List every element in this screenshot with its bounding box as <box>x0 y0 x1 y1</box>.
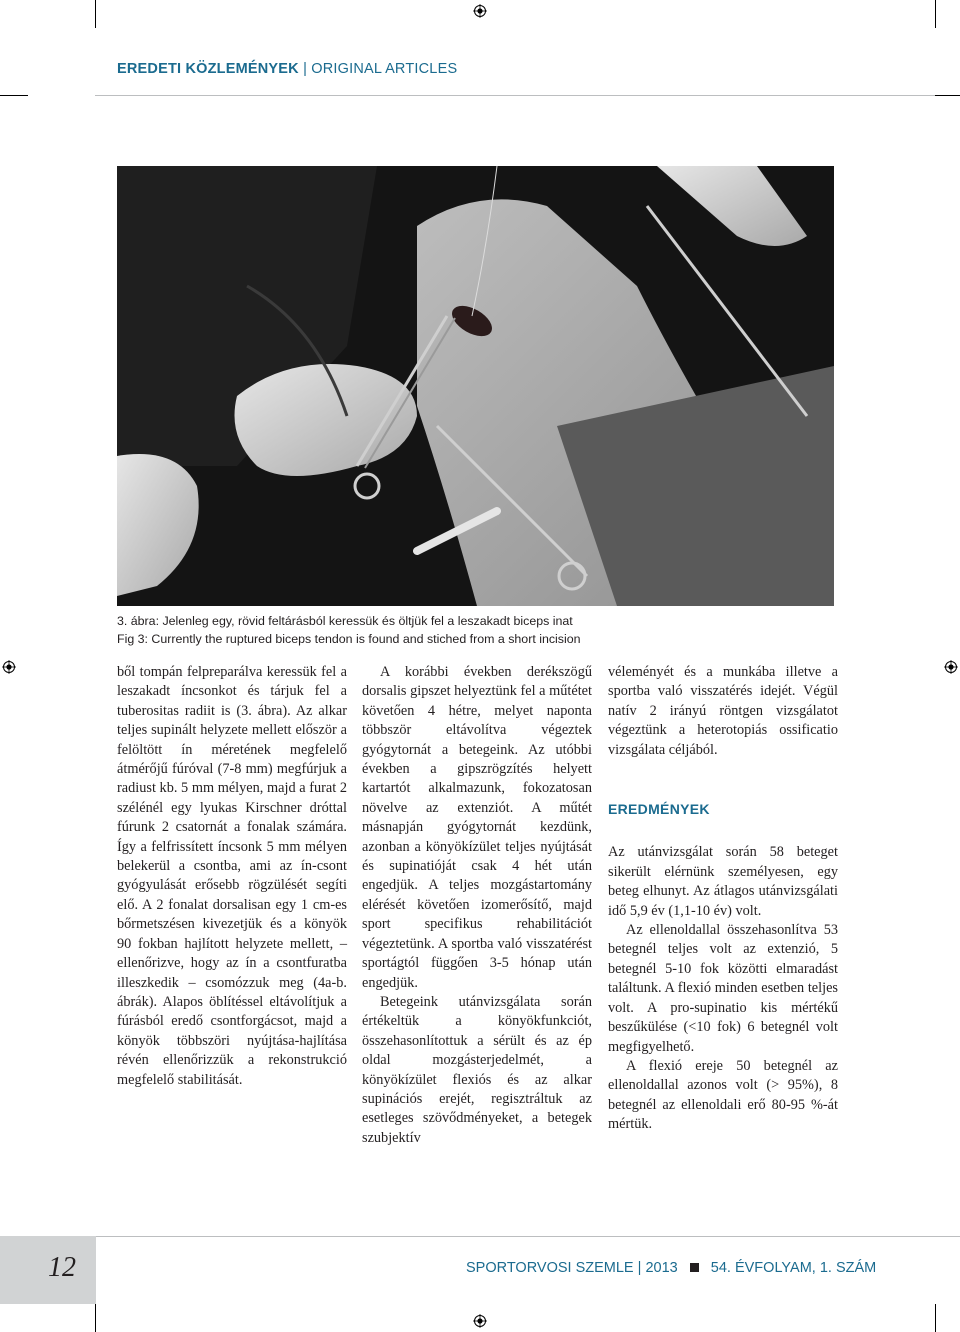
paragraph: A flexió ereje 50 betegnél az ellenoldallal azonos volt (> 95%), 8 betegnél az ellenoldali erő 80-95 %-át mértük. <box>608 1057 838 1133</box>
registration-mark-icon <box>944 660 958 674</box>
journal-volume: 54. ÉVFOLYAM, 1. SZÁM <box>710 1260 877 1276</box>
header-rule <box>95 95 935 96</box>
paragraph: Az utánvizsgálat során 58 beteget sikerült elérnünk személyesen, egy beteg elhunyt. Az átlagos utánvizsgálati idő 5,9 év (1,1-10 év) volt. <box>608 844 838 919</box>
registration-mark-icon <box>2 660 16 674</box>
crop-mark <box>935 1304 936 1332</box>
journal-name: SPORTORVOSI SZEMLE <box>466 1260 634 1276</box>
journal-year: 2013 <box>645 1260 678 1276</box>
paragraph: véleményét és a munkába illetve a sportba való visszatérés idejét. Végül natív 2 irányú röntgen vizsgálatot végeztünk a heterotopiás ossificatio vizsgálata céljából. <box>608 664 838 758</box>
surgery-photo <box>117 166 834 606</box>
registration-mark-icon <box>473 1314 487 1328</box>
paragraph: Betegeink utánvizsgálata során értékeltük a könyökfunkciót, összehasonlítottuk a sérült és az ép oldal mozgásterjedelmét, a könyökízület flexiós és az alkar supinációs erejét, regisztráltuk az esetleges szövődményeket, a betegek szubjektív <box>362 993 592 1146</box>
running-head-separator: | <box>303 61 308 77</box>
figure-caption <box>117 612 837 648</box>
paragraph: ből tompán felpreparálva keressük fel a leszakadt íncsonkot és tárjuk fel a tuberositas radiit is (3. ábra). Az alkar teljes supinált helyzete mellett először a felöltött ín méretének megfelelő átmérőjű fúróval (7-8 mm) megfúrjuk a radiust kb. 5 mm mélyen, majd a furat 2 szélénél egy lyukas Kirschner dróttal fúrunk 2 csatornát a fonalak számára. Így a felfrissített íncsonk 5 mm mélyen belekerül a csontba, ami az ín-csont gyógyulását erősebb rögzülését segíti elő. A 2 fonalat dorsalisan egy 1 cm-es bőrmetszésen kivezetjük és a könyök 90 fokban hajlított helyzete mellett, – ellenőrizve, hogy az ín a csontfuratba illeszkedik – csomózzuk meg (4a-b. ábrák). Alapos öblítéssel eltávolítjuk a fúrásból eredő csontforgácsot, majd a könyök többszöri nyújtása-hajlítása révén ellenőrizzük a rekonstrukció megfelelő stabilitását. <box>117 664 347 1088</box>
footer-separator: | <box>637 1260 642 1276</box>
surgery-photo-drawing <box>117 166 834 606</box>
footer-rule <box>96 1236 960 1237</box>
text-column-3 <box>608 663 838 1135</box>
text-column-1 <box>117 663 347 1090</box>
page-number-box <box>0 1236 96 1304</box>
running-head <box>117 61 457 77</box>
section-heading-results: EREDMÉNYEK <box>608 801 710 818</box>
caption-hungarian: 3. ábra: Jelenleg egy, rövid feltárásból keressük és öltjük fel a leszakadt biceps inat <box>117 614 573 628</box>
section-subtitle: ORIGINAL ARTICLES <box>311 61 458 77</box>
paragraph: Az ellenoldallal összehasonlítva 53 betegnél teljes volt az extenzió, 5 betegnél 5-10 fok közötti elmaradást találtunk. A flexió minden esetben teljes volt. A pro-supinatio kis mértékű beszűkülése (<10 fok) 6 betegnél volt megfigyelhető. <box>608 922 838 1055</box>
crop-mark <box>95 0 96 28</box>
crop-mark <box>932 95 960 96</box>
caption-english: Fig 3: Currently the ruptured biceps tendon is found and stiched from a short incision <box>117 632 581 646</box>
page-number: 12 <box>48 1252 76 1283</box>
paragraph: A korábbi években derékszögű dorsalis gipszet helyeztünk fel a műtétet követően 4 hétre, melyet naponta többször eltávolítva végeztek gyógytornát a betegeink. Az utóbbi években a gipszrögzítés helyett kartartót alkalmazunk, fokozatosan növelve az extenziót. A műtét másnapján gyógytornát kezdünk, azonban a könyökízület teljes nyújtását és supinatióját csak 4 hét után engedjük. A teljes mozgástartomány elérését követően izomerősítő, majd sport specifikus rehabilitációt végeztetünk. A sportba való visszatérést sportágtól függően 3-5 hónap után engedjük. <box>362 664 592 991</box>
journal-footer <box>466 1260 876 1276</box>
section-label: EREDETI KÖZLEMÉNYEK <box>117 61 299 77</box>
crop-mark <box>95 1304 96 1332</box>
crop-mark <box>935 0 936 28</box>
crop-mark <box>0 95 28 96</box>
registration-mark-icon <box>473 4 487 18</box>
text-column-2 <box>362 663 592 1148</box>
square-bullet-icon <box>690 1263 699 1272</box>
